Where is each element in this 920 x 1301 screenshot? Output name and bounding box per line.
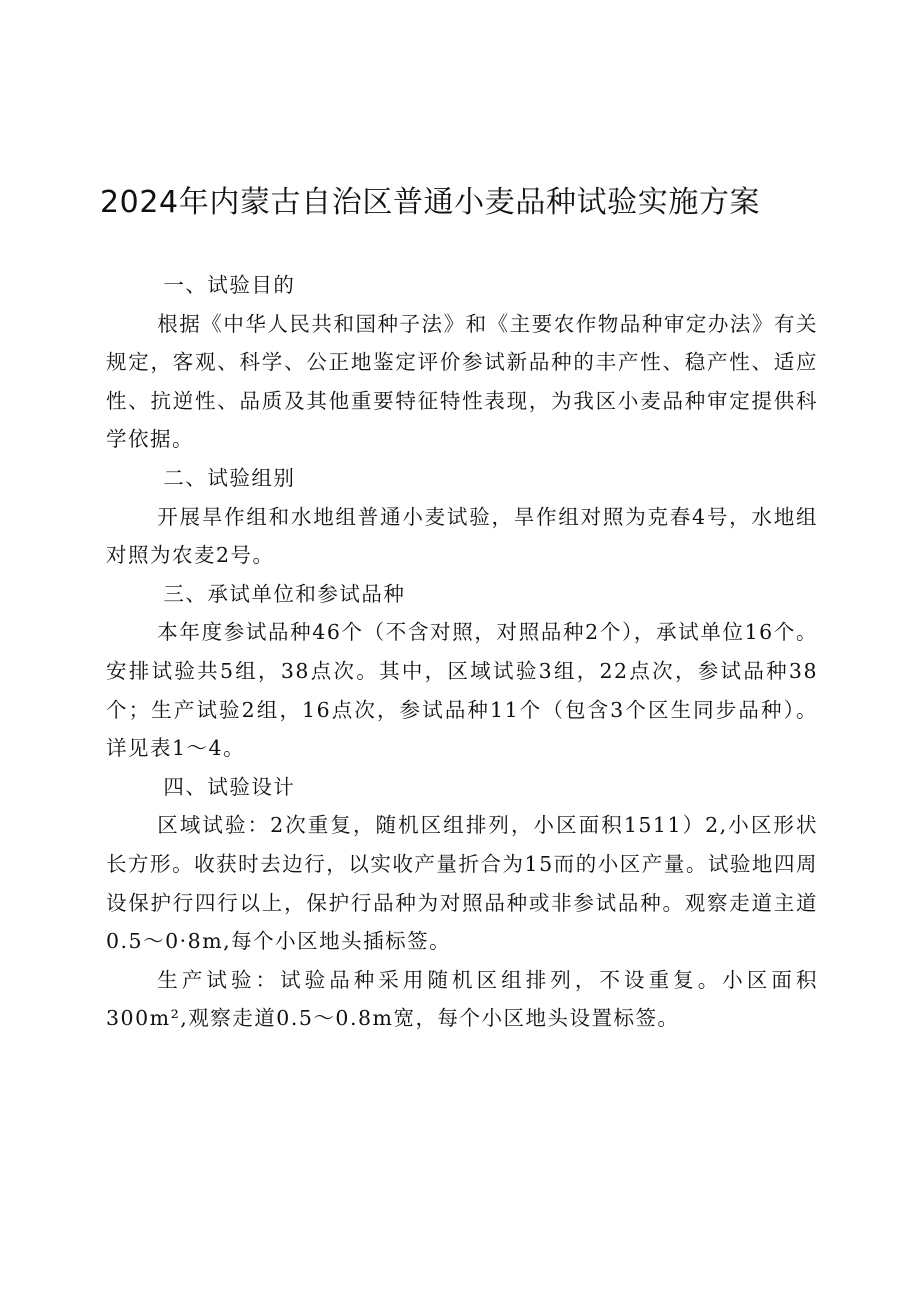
section-heading-units-varieties: 三、承试单位和参试品种 — [163, 581, 406, 606]
paragraph-regional-trial: 区域试验：2次重复，随机区组排列，小区面积1511）2,小区形状长方形。收获时去边行，以实收产量折合为15而的小区产量。试验地四周设保护行四行以上，保护行品种为对照品种或非参试品种。观察走道主道0.5～0·8m,每个小区地头插标签。 — [106, 813, 818, 954]
document-body — [106, 266, 818, 1038]
paragraph-groups: 开展旱作组和水地组普通小麦试验，旱作组对照为克春4号，水地组对照为农麦2号。 — [106, 504, 818, 568]
paragraph-purpose: 根据《中华人民共和国种子法》和《主要农作物品种审定办法》有关规定，客观、科学、公正地鉴定评价参试新品种的丰产性、稳产性、适应性、抗逆性、品质及其他重要特征特性表现，为我区小麦品种审定提供科学依据。 — [106, 311, 818, 452]
paragraph-production-trial: 生产试验：试验品种采用随机区组排列，不设重复。小区面积300m²,观察走道0.5～0.8m宽，每个小区地头设置标签。 — [106, 967, 818, 1031]
paragraph-units-varieties: 本年度参试品种46个（不含对照，对照品种2个），承试单位16个。安排试验共5组，38点次。其中，区域试验3组，22点次，参试品种38个；生产试验2组，16点次，参试品种11个（包含3个区生同步品种）。详见表1～4。 — [106, 620, 818, 761]
section-heading-design: 四、试验设计 — [163, 774, 296, 799]
section-heading-groups: 二、试验组别 — [163, 465, 296, 490]
document-title: 2024年内蒙古自治区普通小麦品种试验实施方案 — [100, 185, 761, 220]
section-heading-purpose: 一、试验目的 — [163, 273, 296, 297]
